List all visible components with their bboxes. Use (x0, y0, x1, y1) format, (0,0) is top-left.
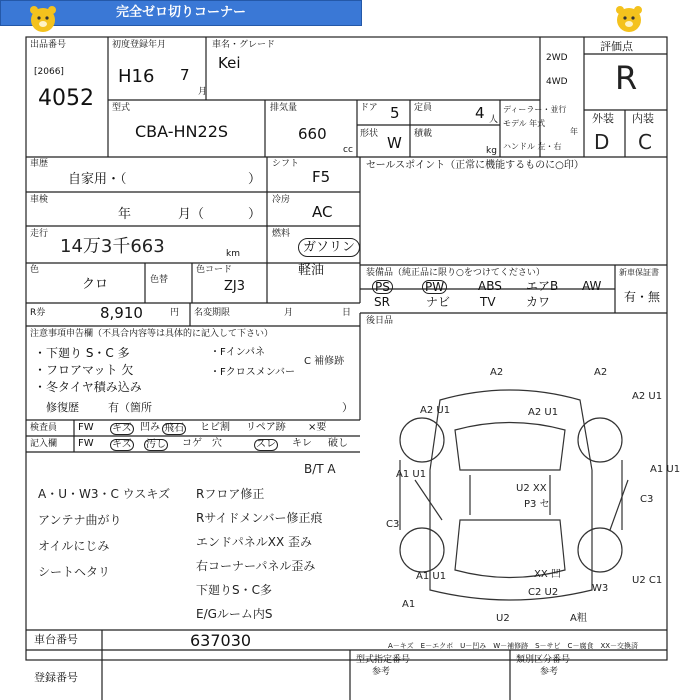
shift-label: シフト (272, 159, 300, 169)
insp2-item: スレ (256, 439, 276, 450)
notes-label: 注意事項申告欄（不具合内容等は具体的に記入して下さい） (30, 329, 274, 339)
mark: A1 U1 (416, 571, 447, 582)
car-name-label: 車名・グレード (212, 40, 276, 50)
class-sub: 参考 (540, 667, 559, 677)
mark: A2 U1 (528, 407, 559, 418)
inspection-year: 年 (118, 207, 132, 222)
equip-leather: カワ (526, 295, 551, 309)
mark: A1 U1 (650, 464, 681, 475)
mark: A1 U1 (396, 469, 427, 480)
hand-bt: B/T A (304, 462, 336, 476)
first-reg-label: 初度登録年月 (112, 40, 167, 50)
equip-abs: ABS (478, 279, 502, 293)
model-label: 型式 (112, 103, 131, 113)
fuel-diesel: 軽油 (298, 263, 325, 278)
recycle-unit: 円 (170, 308, 180, 318)
recycle-value: 8,910 (100, 304, 143, 322)
mark: U2 C1 (632, 575, 663, 586)
note-item: ・冬タイヤ積み込み (34, 380, 142, 394)
mark: A1 (402, 599, 416, 610)
equip-navi: ナビ (426, 295, 451, 309)
hand-left-item: シートヘタリ (38, 565, 111, 579)
insp1-item: 凹み (140, 422, 160, 433)
dealer-model-year: モデル 年式 (503, 119, 546, 128)
reg-expiry-day: 日 (342, 308, 352, 318)
repair-close: ） (342, 401, 353, 414)
mark: A粗 (570, 613, 587, 624)
header-title: 完全ゼロ切りコーナー (0, 0, 362, 26)
insp2-item: キレ (292, 438, 312, 449)
note-item: ・フロアマット 欠 (34, 363, 134, 377)
capacity-label: 定員 (414, 103, 433, 113)
insp1-item: ×要 (308, 422, 327, 433)
equip-pw: PW (422, 280, 447, 294)
dealer-year-unit: 年 (570, 127, 578, 136)
note-right-2: ・Fクロスメンバー (210, 367, 296, 378)
lot-label: 出品番号 (30, 40, 67, 50)
record-label: 記入欄 (30, 439, 58, 449)
chassis-label: 車台番号 (34, 633, 78, 646)
registration-label: 登録番号 (34, 671, 78, 684)
hand-left-item: オイルにじみ (38, 539, 110, 553)
first-reg-month-unit: 月 (198, 87, 208, 97)
insp1-item: FW (78, 422, 94, 433)
inspector-label: 検査員 (30, 423, 58, 433)
hand-right-item: エンドパネルXX 歪み (196, 535, 313, 549)
equipment-label: 装備品（純正品に限り○をつけてください） (366, 268, 545, 278)
rating-int-label: 内装 (632, 112, 654, 125)
hand-left-item: アンテナ曲がり (38, 513, 122, 527)
first-reg-year: H16 (118, 66, 155, 87)
insp1-item: キズ (112, 423, 132, 434)
hand-right-item: Rフロア修正 (196, 487, 265, 501)
mileage-value: 14万3千663 (60, 236, 165, 257)
back-seat-label: 後日品 (366, 316, 394, 326)
capacity-unit: 人 (489, 115, 499, 125)
mark: P3 セ (524, 499, 550, 510)
hand-right-item: Rサイドメンバー修正痕 (196, 511, 323, 525)
lot-sub: [2066] (34, 67, 64, 77)
rating-ext: D (594, 130, 610, 154)
equip-tv: TV (480, 295, 496, 309)
equip-aw: AW (582, 279, 602, 293)
insp1-item: ヒビ割 (200, 422, 230, 433)
new-spare-value: 有・無 (624, 290, 661, 304)
drive-2wd: 2WD (546, 53, 568, 63)
note-item: ・下廻り S・C 多 (34, 346, 130, 360)
inspector-row-1 (78, 423, 358, 435)
hand-right-item: 下廻りS・C多 (196, 583, 272, 597)
rating-int: C (638, 130, 652, 154)
insp2-item: コゲ (182, 438, 202, 449)
fuel-gas: ガソリン (298, 238, 360, 257)
hand-right-item: E/Gルーム内S (196, 607, 273, 621)
mileage-label: 走行 (30, 229, 49, 239)
shape-value: W (387, 134, 402, 152)
color-code-label: 色コード (196, 265, 233, 275)
inspection-label: 車検 (30, 195, 49, 205)
mark: C2 U2 (528, 587, 559, 598)
mark: W3 (592, 583, 609, 594)
mark: C3 (386, 519, 400, 530)
dealer-label: ディーラー・並行 (503, 105, 567, 114)
drive-4wd: 4WD (546, 77, 568, 87)
reg-expiry-month: 月 (284, 308, 294, 318)
capacity-value: 4 (475, 104, 485, 122)
note-right-1: ・Fインパネ (210, 347, 266, 358)
hand-right-item: 右コーナーパネル歪み (196, 559, 316, 573)
insp2-item: 破し (328, 438, 348, 449)
new-spare-label: 新車保証書 (619, 268, 659, 277)
inspection-month: 月（ (178, 207, 205, 222)
load-label: 積載 (414, 129, 433, 139)
dealer-handle: ハンドル 左・右 (503, 142, 562, 151)
history-label: 車歴 (30, 159, 49, 169)
hand-left-item: A・U・W3・C ウスキズ (38, 487, 171, 501)
equipment-row-1 (366, 280, 611, 294)
repair-label: 修復歴 (46, 401, 79, 414)
insp1-item: リペア跡 (246, 422, 286, 433)
mark: A2 U1 (420, 405, 451, 416)
color-change-label: 色替 (150, 275, 169, 285)
rating-ext-label: 外装 (592, 112, 614, 125)
note-right-note: C 補修跡 (304, 356, 345, 367)
cert-sub: 参考 (372, 667, 391, 677)
insp2-item: 汚し (146, 439, 166, 450)
displacement-value: 660 (298, 125, 327, 143)
cert-label: 型式指定番号 (356, 655, 411, 665)
insp1-item: 飛石 (164, 423, 184, 434)
ac-label: 冷房 (272, 195, 291, 205)
repair-value: 有（箇所 (108, 401, 152, 414)
ac-value: AC (312, 203, 333, 221)
equipment-row-2 (366, 296, 611, 310)
load-unit: kg (486, 146, 497, 156)
equip-sr: SR (374, 295, 390, 309)
color-label: 色 (30, 265, 40, 275)
sales-point-label: セールスポイント（正常に機能するものに○印） (366, 160, 584, 171)
chassis-value: 637030 (190, 631, 252, 650)
mark: C3 (640, 494, 654, 505)
fuel-label: 燃料 (272, 229, 291, 239)
equip-airbag: エアB (526, 279, 559, 293)
equip-ps: PS (372, 280, 393, 294)
rating-label: 評価点 (600, 40, 633, 53)
mark: A2 (490, 367, 504, 378)
color-code: ZJ3 (224, 279, 246, 294)
history-close: ） (248, 172, 262, 187)
diagram-legend: A－キズ E－エクボ U－凹み W－補修跡 S－サビ C－腐食 XX－交換済 (388, 642, 639, 650)
recycle-label: R券 (30, 308, 46, 318)
doors-value: 5 (390, 104, 400, 122)
insp2-item: 穴 (212, 438, 222, 449)
inspection-close: ） (248, 207, 262, 222)
first-reg-month: 7 (180, 66, 190, 84)
model-value: CBA-HN22S (135, 122, 229, 141)
mark: U2 (496, 613, 510, 624)
displacement-label: 排気量 (270, 103, 298, 113)
shape-label: 形状 (360, 129, 379, 139)
insp2-item: FW (78, 438, 94, 449)
mark: U2 XX (516, 483, 547, 494)
doors-label: ドア (360, 103, 378, 113)
color-value: クロ (82, 277, 109, 292)
displacement-unit: cc (343, 145, 353, 155)
mileage-unit: km (226, 249, 240, 259)
mark: XX 凹 (534, 569, 561, 580)
insp2-item: キズ (112, 439, 132, 450)
history-value: 自家用・（ (68, 172, 127, 187)
class-label: 類別区分番号 (516, 655, 571, 665)
rating-value: R (615, 59, 638, 97)
mark: A2 U1 (632, 391, 663, 402)
car-name-value: Kei (218, 54, 241, 72)
inspector-row-2 (78, 439, 358, 451)
lot-number: 4052 (38, 86, 94, 111)
reg-expiry-label: 名変期限 (194, 308, 231, 318)
mark: A2 (594, 367, 608, 378)
diagram-marks (360, 360, 681, 630)
shift-value: F5 (312, 168, 331, 186)
